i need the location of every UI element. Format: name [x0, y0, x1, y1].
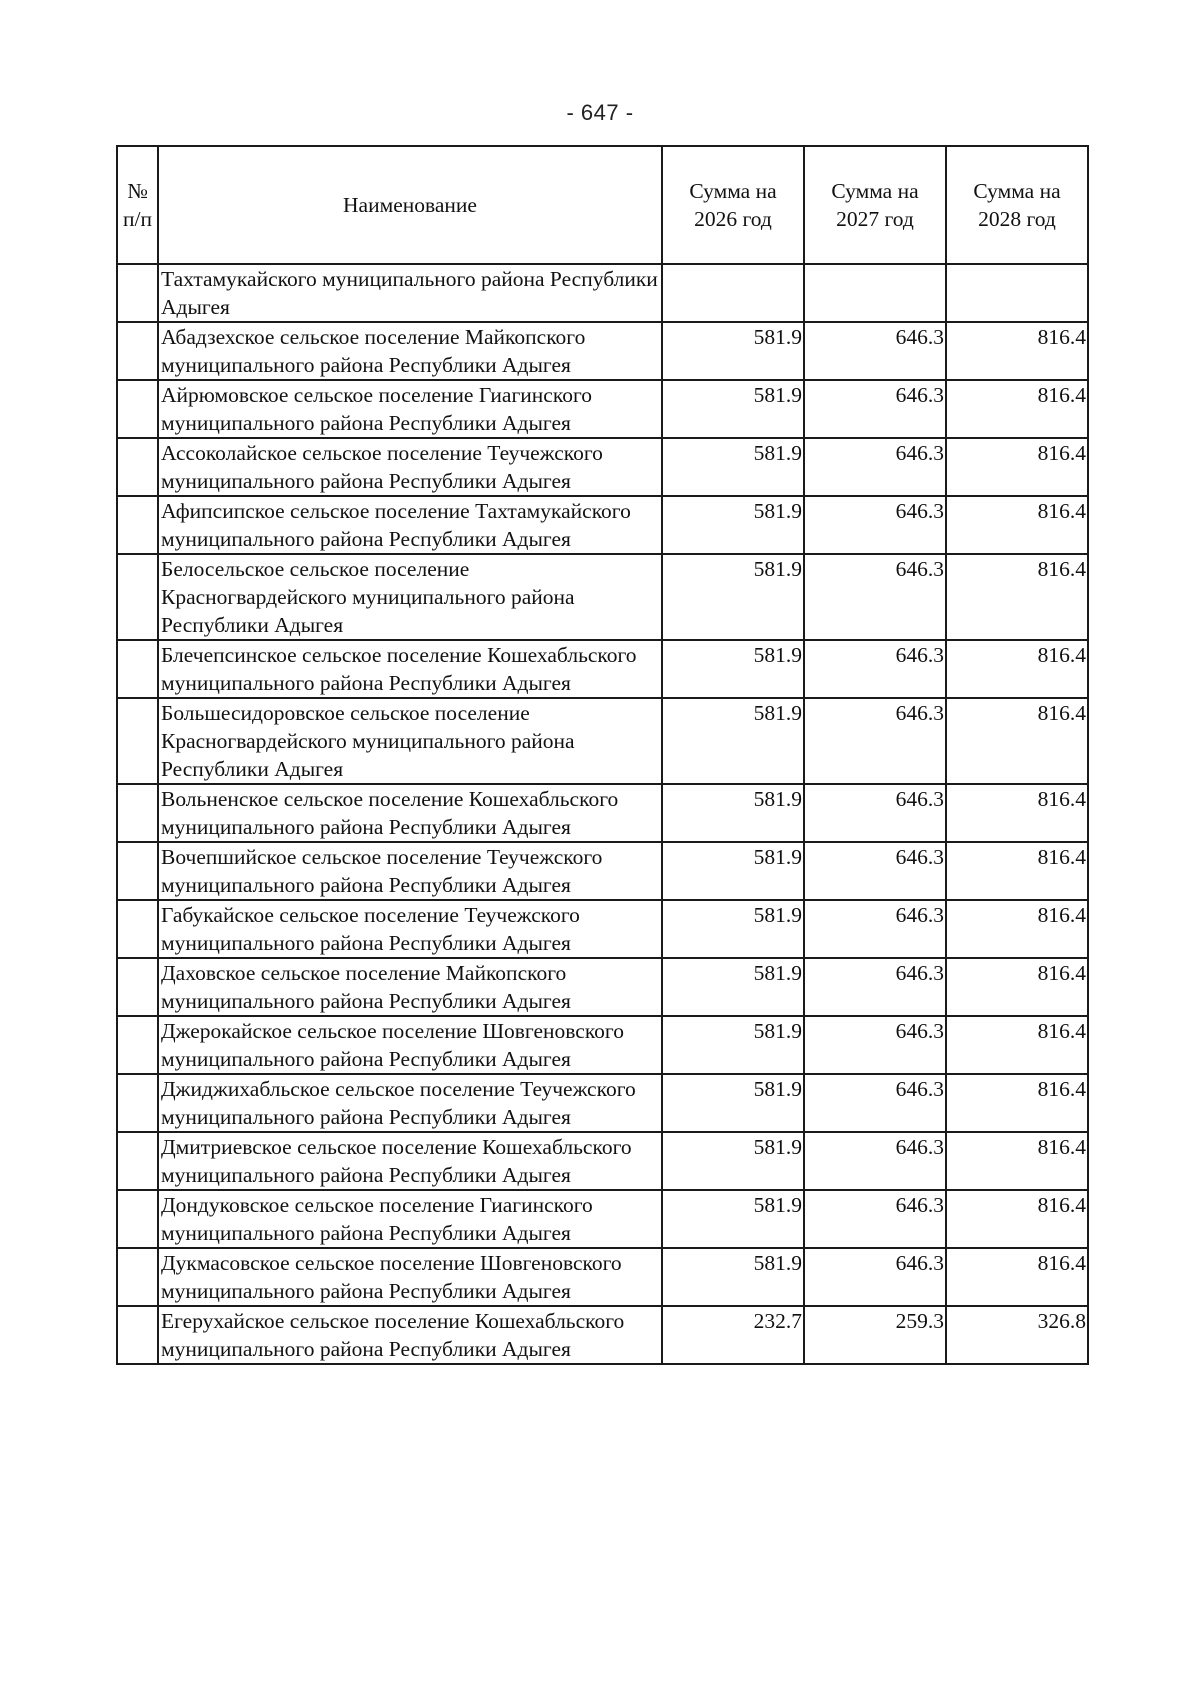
cell-name: Джиджихабльское сельское поселение Теучежского муниципального района Республики Адыгея: [158, 1074, 662, 1132]
cell-sum-2028: 816.4: [946, 1190, 1088, 1248]
cell-sum-2028: 816.4: [946, 322, 1088, 380]
table-row: [117, 380, 1088, 438]
cell-sum-2028: 816.4: [946, 554, 1088, 640]
cell-sum-2026: 581.9: [662, 1132, 804, 1190]
table-header-row: [117, 146, 1088, 264]
cell-sum-2026: 581.9: [662, 554, 804, 640]
table-row: [117, 322, 1088, 380]
cell-sum-2028: 816.4: [946, 1074, 1088, 1132]
cell-name: Дмитриевское сельское поселение Кошехабльского муниципального района Республики Адыгея: [158, 1132, 662, 1190]
cell-num: [117, 958, 158, 1016]
cell-sum-2026: 581.9: [662, 698, 804, 784]
cell-sum-2028: 816.4: [946, 1016, 1088, 1074]
table-row: [117, 1190, 1088, 1248]
cell-sum-2026: 581.9: [662, 496, 804, 554]
cell-num: [117, 1190, 158, 1248]
cell-sum-2026: 581.9: [662, 438, 804, 496]
cell-sum-2026: 581.9: [662, 1074, 804, 1132]
cell-sum-2028: 816.4: [946, 842, 1088, 900]
cell-name: Белосельское сельское поселение Красногвардейского муниципального района Республики Адыгея: [158, 554, 662, 640]
header-name: Наименование: [158, 146, 662, 264]
cell-sum-2028: 816.4: [946, 380, 1088, 438]
cell-num: [117, 1306, 158, 1364]
header-2026: Сумма на 2026 год: [662, 146, 804, 264]
table-row: [117, 842, 1088, 900]
header-num: № п/п: [117, 146, 158, 264]
cell-sum-2026: 581.9: [662, 380, 804, 438]
cell-sum-2026: 581.9: [662, 1190, 804, 1248]
cell-num: [117, 1074, 158, 1132]
cell-sum-2026: 581.9: [662, 640, 804, 698]
cell-name: Егерухайское сельское поселение Кошехабльского муниципального района Республики Адыгея: [158, 1306, 662, 1364]
table-row: [117, 554, 1088, 640]
cell-sum-2026: 581.9: [662, 842, 804, 900]
cell-sum-2027: 259.3: [804, 1306, 946, 1364]
table-row: [117, 1016, 1088, 1074]
cell-sum-2028: 816.4: [946, 784, 1088, 842]
cell-sum-2027: 646.3: [804, 438, 946, 496]
cell-num: [117, 554, 158, 640]
cell-name: Дукмасовское сельское поселение Шовгеновского муниципального района Республики Адыгея: [158, 1248, 662, 1306]
table-body: [117, 264, 1088, 1364]
page-number: - 647 -: [566, 100, 634, 125]
cell-sum-2027: 646.3: [804, 496, 946, 554]
header-2028: Сумма на 2028 год: [946, 146, 1088, 264]
table-row: [117, 958, 1088, 1016]
table-row: [117, 1306, 1088, 1364]
cell-name: Габукайское сельское поселение Теучежского муниципального района Республики Адыгея: [158, 900, 662, 958]
cell-sum-2027: 646.3: [804, 900, 946, 958]
budget-table: [116, 145, 1089, 1365]
cell-sum-2026: 581.9: [662, 958, 804, 1016]
table-row: [117, 1248, 1088, 1306]
table-row: [117, 640, 1088, 698]
cell-name: Большесидоровское сельское поселение Красногвардейского муниципального района Республики Адыгея: [158, 698, 662, 784]
cell-num: [117, 698, 158, 784]
cell-num: [117, 380, 158, 438]
cell-sum-2026: 581.9: [662, 900, 804, 958]
cell-sum-2027: 646.3: [804, 1074, 946, 1132]
cell-sum-2027: 646.3: [804, 784, 946, 842]
cell-name: Айрюмовское сельское поселение Гиагинского муниципального района Республики Адыгея: [158, 380, 662, 438]
cell-name: Джерокайское сельское поселение Шовгеновского муниципального района Республики Адыгея: [158, 1016, 662, 1074]
cell-sum-2028: 816.4: [946, 496, 1088, 554]
cell-sum-2026: 232.7: [662, 1306, 804, 1364]
cell-sum-2027: 646.3: [804, 380, 946, 438]
table-row: [117, 264, 1088, 322]
cell-num: [117, 640, 158, 698]
table-row: [117, 900, 1088, 958]
cell-name: Ассоколайское сельское поселение Теучежского муниципального района Республики Адыгея: [158, 438, 662, 496]
cell-name: Вочепшийское сельское поселение Теучежского муниципального района Республики Адыгея: [158, 842, 662, 900]
cell-num: [117, 784, 158, 842]
table-row: [117, 784, 1088, 842]
cell-num: [117, 900, 158, 958]
cell-num: [117, 842, 158, 900]
table-row: [117, 438, 1088, 496]
cell-sum-2028: 816.4: [946, 1248, 1088, 1306]
cell-name: Тахтамукайского муниципального района Республики Адыгея: [158, 264, 662, 322]
cell-name: Вольненское сельское поселение Кошехабльского муниципального района Республики Адыгея: [158, 784, 662, 842]
cell-sum-2028: 816.4: [946, 438, 1088, 496]
cell-name: Дондуковское сельское поселение Гиагинского муниципального района Республики Адыгея: [158, 1190, 662, 1248]
cell-name: Абадзехское сельское поселение Майкопского муниципального района Республики Адыгея: [158, 322, 662, 380]
cell-num: [117, 496, 158, 554]
cell-sum-2028: 816.4: [946, 640, 1088, 698]
cell-num: [117, 264, 158, 322]
cell-sum-2026: 581.9: [662, 1016, 804, 1074]
cell-name: Даховское сельское поселение Майкопского муниципального района Республики Адыгея: [158, 958, 662, 1016]
cell-sum-2028: 326.8: [946, 1306, 1088, 1364]
cell-sum-2027: 646.3: [804, 640, 946, 698]
cell-sum-2026: 581.9: [662, 1248, 804, 1306]
cell-sum-2028: 816.4: [946, 1132, 1088, 1190]
cell-num: [117, 1248, 158, 1306]
cell-sum-2027: 646.3: [804, 1132, 946, 1190]
cell-sum-2026: [662, 264, 804, 322]
cell-sum-2027: [804, 264, 946, 322]
table-row: [117, 1132, 1088, 1190]
cell-sum-2028: [946, 264, 1088, 322]
cell-sum-2027: 646.3: [804, 958, 946, 1016]
table-row: [117, 496, 1088, 554]
cell-sum-2026: 581.9: [662, 322, 804, 380]
cell-num: [117, 438, 158, 496]
cell-sum-2027: 646.3: [804, 1190, 946, 1248]
table-row: [117, 698, 1088, 784]
table-row: [117, 1074, 1088, 1132]
cell-sum-2027: 646.3: [804, 1248, 946, 1306]
cell-sum-2027: 646.3: [804, 322, 946, 380]
cell-sum-2027: 646.3: [804, 698, 946, 784]
cell-name: Афипсипское сельское поселение Тахтамукайского муниципального района Республики Адыгея: [158, 496, 662, 554]
cell-name: Блечепсинское сельское поселение Кошехабльского муниципального района Республики Адыгея: [158, 640, 662, 698]
cell-sum-2028: 816.4: [946, 698, 1088, 784]
header-2027: Сумма на 2027 год: [804, 146, 946, 264]
cell-sum-2028: 816.4: [946, 900, 1088, 958]
cell-num: [117, 322, 158, 380]
cell-sum-2027: 646.3: [804, 554, 946, 640]
cell-num: [117, 1132, 158, 1190]
cell-sum-2027: 646.3: [804, 1016, 946, 1074]
cell-sum-2028: 816.4: [946, 958, 1088, 1016]
cell-num: [117, 1016, 158, 1074]
cell-sum-2027: 646.3: [804, 842, 946, 900]
cell-sum-2026: 581.9: [662, 784, 804, 842]
